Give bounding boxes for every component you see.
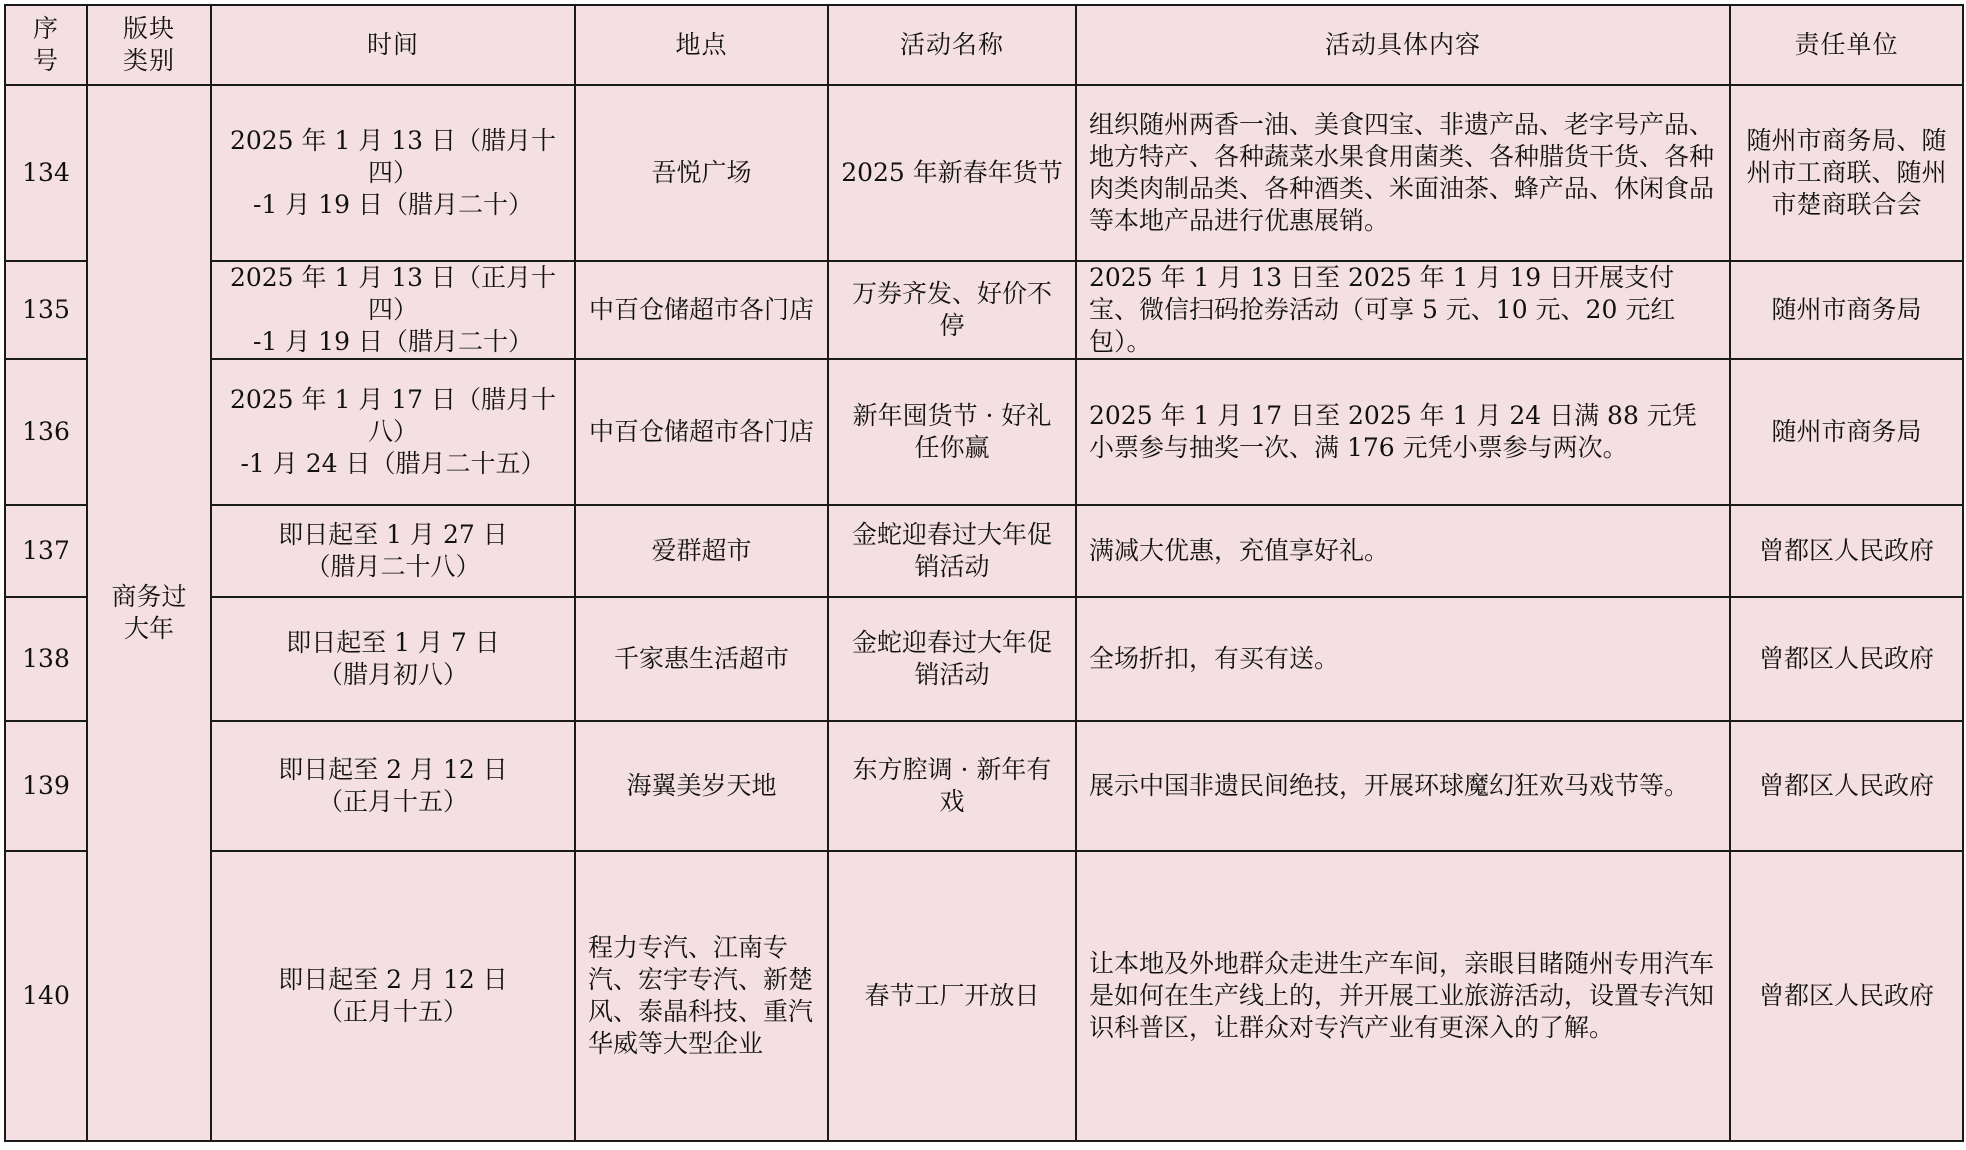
cell-seq: 137	[5, 505, 87, 597]
header-seq-line-2: 号	[32, 46, 59, 75]
cell-seq: 135	[5, 261, 87, 359]
time-line-1: 2025 年 1 月 13 日（正月十四）	[229, 263, 557, 324]
cell-activity-name: 金蛇迎春过大年促销活动	[828, 505, 1076, 597]
cell-location: 程力专汽、江南专汽、宏宇专汽、新楚风、泰晶科技、重汽华威等大型企业	[575, 851, 828, 1141]
cell-time	[211, 597, 575, 721]
cell-activity-name: 万券齐发、好价不停	[828, 261, 1076, 359]
cell-unit: 曾都区人民政府	[1730, 597, 1963, 721]
cell-content: 全场折扣，有买有送。	[1076, 597, 1730, 721]
cell-seq: 138	[5, 597, 87, 721]
category-line-2: 大年	[123, 614, 174, 643]
header-category-line-1: 版块	[122, 14, 175, 43]
cell-seq: 139	[5, 721, 87, 851]
header-seq-line-1: 序	[32, 14, 59, 43]
header-location: 地点	[575, 5, 828, 85]
cell-activity-name: 新年囤货节 · 好礼任你赢	[828, 359, 1076, 505]
header-category-line-2: 类别	[122, 46, 175, 75]
cell-unit: 随州市商务局、随州市工商联、随州市楚商联合会	[1730, 85, 1963, 261]
table-row	[5, 597, 1963, 721]
header-time: 时间	[211, 5, 575, 85]
cell-location: 海翼美岁天地	[575, 721, 828, 851]
time-line-2: （腊月初八）	[317, 660, 468, 689]
cell-unit: 随州市商务局	[1730, 359, 1963, 505]
cell-activity-name: 2025 年新春年货节	[828, 85, 1076, 261]
cell-activity-name: 春节工厂开放日	[828, 851, 1076, 1141]
header-activity-name: 活动名称	[828, 5, 1076, 85]
cell-time	[211, 505, 575, 597]
header-unit: 责任单位	[1730, 5, 1963, 85]
header-row	[5, 5, 1963, 85]
cell-unit: 随州市商务局	[1730, 261, 1963, 359]
time-line-2: （正月十五）	[317, 997, 468, 1026]
table-row	[5, 261, 1963, 359]
time-line-2: -1 月 19 日（腊月二十）	[252, 190, 533, 219]
category-line-1: 商务过	[111, 582, 187, 611]
time-line-1: 即日起至 2 月 12 日	[278, 755, 508, 784]
time-line-1: 即日起至 1 月 7 日	[286, 628, 500, 657]
cell-content: 让本地及外地群众走进生产车间，亲眼目睹随州专用汽车是如何在生产线上的，并开展工业旅游活动，设置专汽知识科普区，让群众对专汽产业有更深入的了解。	[1076, 851, 1730, 1141]
cell-time	[211, 85, 575, 261]
time-line-1: 即日起至 1 月 27 日	[278, 520, 508, 549]
cell-unit: 曾都区人民政府	[1730, 851, 1963, 1141]
table-row	[5, 851, 1963, 1141]
cell-unit: 曾都区人民政府	[1730, 721, 1963, 851]
cell-content: 2025 年 1 月 17 日至 2025 年 1 月 24 日满 88 元凭小票参与抽奖一次、满 176 元凭小票参与两次。	[1076, 359, 1730, 505]
cell-seq: 140	[5, 851, 87, 1141]
cell-content: 满减大优惠，充值享好礼。	[1076, 505, 1730, 597]
cell-time	[211, 359, 575, 505]
header-seq	[5, 5, 87, 85]
table-row	[5, 505, 1963, 597]
cell-unit: 曾都区人民政府	[1730, 505, 1963, 597]
table-row	[5, 721, 1963, 851]
header-content: 活动具体内容	[1076, 5, 1730, 85]
cell-location: 中百仓储超市各门店	[575, 261, 828, 359]
cell-seq: 134	[5, 85, 87, 261]
time-line-2: -1 月 24 日（腊月二十五）	[240, 449, 546, 478]
cell-activity-name: 东方腔调 · 新年有戏	[828, 721, 1076, 851]
time-line-1: 即日起至 2 月 12 日	[278, 965, 508, 994]
cell-location: 爱群超市	[575, 505, 828, 597]
cell-time	[211, 721, 575, 851]
time-line-2: （腊月二十八）	[305, 552, 481, 581]
time-line-2: （正月十五）	[317, 787, 468, 816]
cell-activity-name: 金蛇迎春过大年促销活动	[828, 597, 1076, 721]
time-line-2: -1 月 19 日（腊月二十）	[252, 327, 533, 356]
cell-location: 千家惠生活超市	[575, 597, 828, 721]
cell-time	[211, 261, 575, 359]
cell-location: 中百仓储超市各门店	[575, 359, 828, 505]
cell-content: 展示中国非遗民间绝技，开展环球魔幻狂欢马戏节等。	[1076, 721, 1730, 851]
activity-table	[4, 4, 1964, 1142]
cell-location: 吾悦广场	[575, 85, 828, 261]
cell-category	[87, 85, 211, 1141]
cell-content: 2025 年 1 月 13 日至 2025 年 1 月 19 日开展支付宝、微信扫码抢券活动（可享 5 元、10 元、20 元红包）。	[1076, 261, 1730, 359]
cell-time	[211, 851, 575, 1141]
table-row	[5, 359, 1963, 505]
table-row	[5, 85, 1963, 261]
time-line-1: 2025 年 1 月 13 日（腊月十四）	[229, 126, 557, 187]
cell-seq: 136	[5, 359, 87, 505]
time-line-1: 2025 年 1 月 17 日（腊月十八）	[229, 385, 557, 446]
header-category	[87, 5, 211, 85]
cell-content: 组织随州两香一油、美食四宝、非遗产品、老字号产品、地方特产、各种蔬菜水果食用菌类、各种腊货干货、各种肉类肉制品类、各种酒类、米面油茶、蜂产品、休闲食品等本地产品进行优惠展销。	[1076, 85, 1730, 261]
